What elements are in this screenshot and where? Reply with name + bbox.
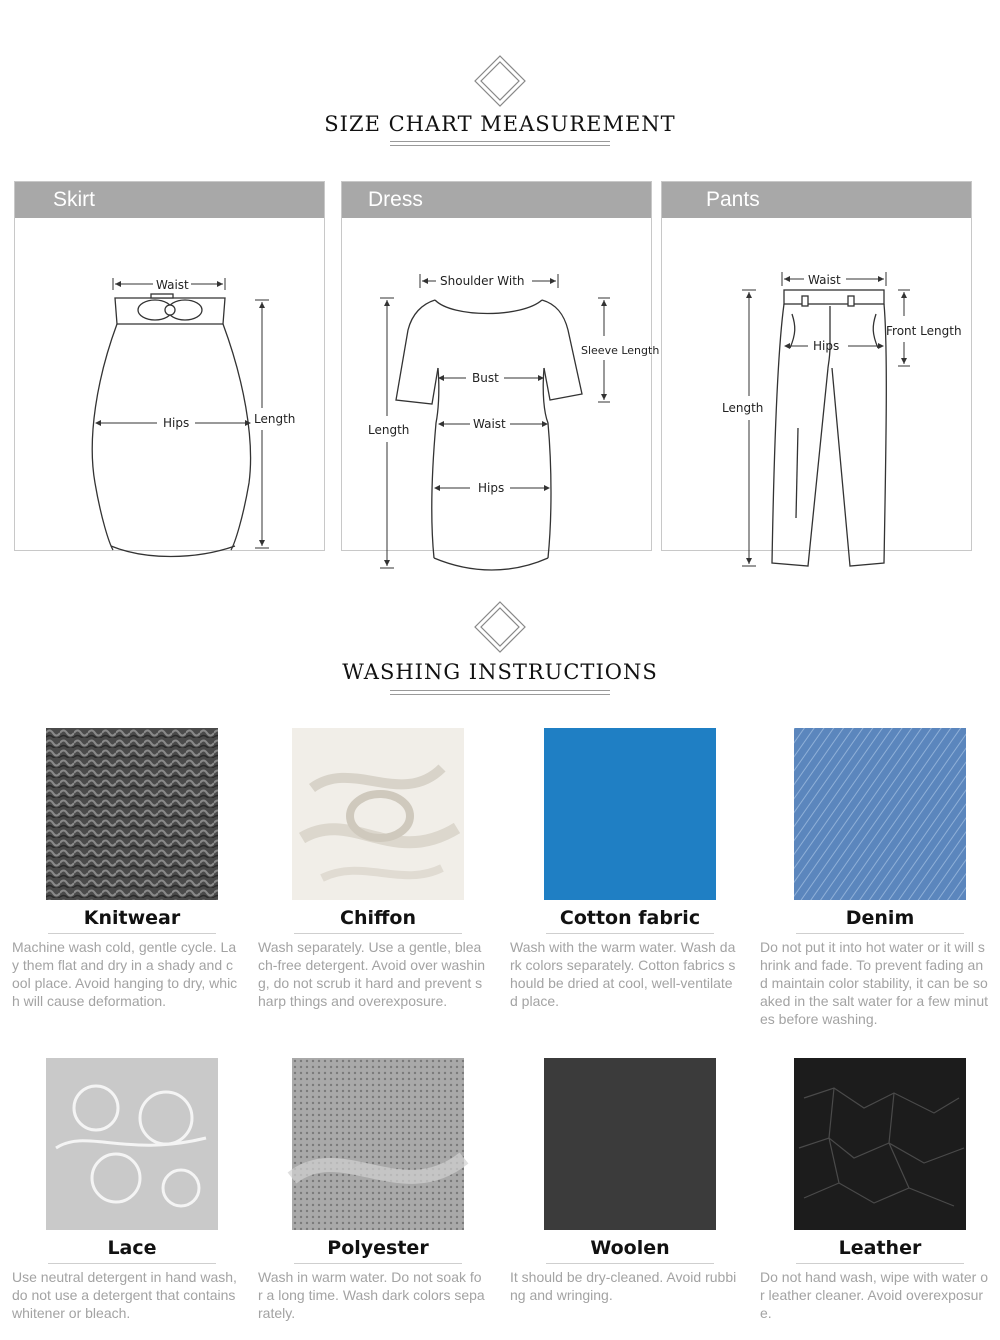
dress-length-label: Length bbox=[368, 423, 410, 437]
fabric-divider bbox=[796, 933, 964, 934]
leather-swatch-icon bbox=[794, 1058, 966, 1230]
skirt-waist-label: Waist bbox=[156, 278, 189, 292]
fabric-polyester bbox=[258, 1058, 498, 1322]
fabric-name: Denim bbox=[845, 907, 915, 929]
fabric-divider bbox=[294, 933, 462, 934]
fabric-name: Chiffon bbox=[340, 907, 416, 929]
pants-waist-label: Waist bbox=[808, 273, 841, 287]
fabric-divider bbox=[796, 1263, 964, 1264]
dress-hips-label: Hips bbox=[478, 481, 505, 495]
skirt-length-label: Length bbox=[254, 412, 296, 426]
fabric-desc: Wash with the warm water. Wash dark colors separately. Cotton fabrics should be dried at cool, well-ventilated place. bbox=[510, 939, 736, 1009]
cotton-swatch-icon bbox=[544, 728, 716, 900]
title-rule bbox=[390, 690, 610, 691]
fabric-divider bbox=[48, 933, 216, 934]
pants-front-length-label: Front Length bbox=[886, 324, 962, 338]
fabric-name: Lace bbox=[107, 1237, 157, 1259]
polyester-swatch-icon bbox=[292, 1058, 464, 1230]
fabric-divider bbox=[48, 1263, 216, 1264]
fabric-divider bbox=[546, 1263, 714, 1264]
fabric-desc: Do not hand wash, wipe with water or leather cleaner. Avoid overexposure. bbox=[760, 1269, 989, 1321]
pants-length-label: Length bbox=[722, 401, 764, 415]
pants-card bbox=[661, 181, 972, 551]
title-rule bbox=[390, 145, 610, 146]
fabric-name: Cotton fabric bbox=[559, 907, 701, 929]
fabric-name: Leather bbox=[838, 1237, 922, 1259]
dress-waist-label: Waist bbox=[473, 417, 506, 431]
fabric-leather bbox=[760, 1058, 1000, 1322]
fabric-desc: Use neutral detergent in hand wash, do not use a detergent that contains whitener or bleach. bbox=[12, 1269, 237, 1321]
fabric-divider bbox=[546, 933, 714, 934]
lace-swatch-icon bbox=[46, 1058, 218, 1230]
title-rule bbox=[390, 694, 610, 695]
fabric-divider bbox=[294, 1263, 462, 1264]
dress-card-header: Dress bbox=[342, 182, 651, 218]
washing-title: WASHING INSTRUCTIONS bbox=[342, 660, 658, 684]
dress-sleeve-label: Sleeve Length bbox=[581, 344, 660, 357]
dress-diagram bbox=[342, 218, 660, 550]
pants-diagram bbox=[662, 218, 971, 550]
dress-shoulder-label: Shoulder With bbox=[440, 274, 525, 288]
pants-card-header: Pants bbox=[662, 182, 971, 218]
pants-hips-label: Hips bbox=[813, 339, 840, 353]
skirt-card bbox=[14, 181, 325, 551]
skirt-card-header: Skirt bbox=[15, 182, 324, 218]
skirt-diagram bbox=[15, 218, 324, 550]
dress-bust-label: Bust bbox=[472, 371, 499, 385]
title-rule bbox=[390, 141, 610, 142]
denim-swatch-icon bbox=[794, 728, 966, 900]
fabric-lace bbox=[12, 1058, 252, 1322]
chiffon-swatch-icon bbox=[292, 728, 464, 900]
woolen-swatch-icon bbox=[544, 1058, 716, 1230]
fabric-name: Woolen bbox=[590, 1237, 670, 1259]
diamond-ornament-icon bbox=[473, 54, 527, 108]
fabric-woolen bbox=[510, 1058, 750, 1304]
knitwear-swatch-icon bbox=[46, 728, 218, 900]
fabric-desc: Wash in warm water. Do not soak for a long time. Wash dark colors separately. bbox=[258, 1269, 485, 1321]
size-chart-title: SIZE CHART MEASUREMENT bbox=[324, 112, 676, 136]
fabric-knitwear bbox=[12, 728, 252, 1010]
fabric-cotton bbox=[510, 728, 750, 1010]
diamond-ornament-icon bbox=[473, 600, 527, 654]
fabric-name: Polyester bbox=[327, 1237, 429, 1259]
fabric-desc: Wash separately. Use a gentle, bleach-free detergent. Avoid over washing, do not scrub it hard and prevent sharp things and overexposure. bbox=[258, 939, 485, 1009]
fabric-denim bbox=[760, 728, 1000, 1028]
fabric-chiffon bbox=[258, 728, 498, 1010]
fabric-desc: Do not put it into hot water or it will shrink and fade. To prevent fading and maintain color stability, it can be soaked in the salt water for a few minutes before washing. bbox=[760, 939, 988, 1027]
skirt-hips-label: Hips bbox=[163, 416, 190, 430]
fabric-desc: It should be dry-cleaned. Avoid rubbing and wringing. bbox=[510, 1269, 737, 1303]
dress-card bbox=[341, 181, 660, 551]
fabric-desc: Machine wash cold, gentle cycle. Lay them flat and dry in a shady and cool place. Avoid hanging to dry, which will cause deformation. bbox=[12, 939, 238, 1009]
fabric-name: Knitwear bbox=[83, 907, 181, 929]
